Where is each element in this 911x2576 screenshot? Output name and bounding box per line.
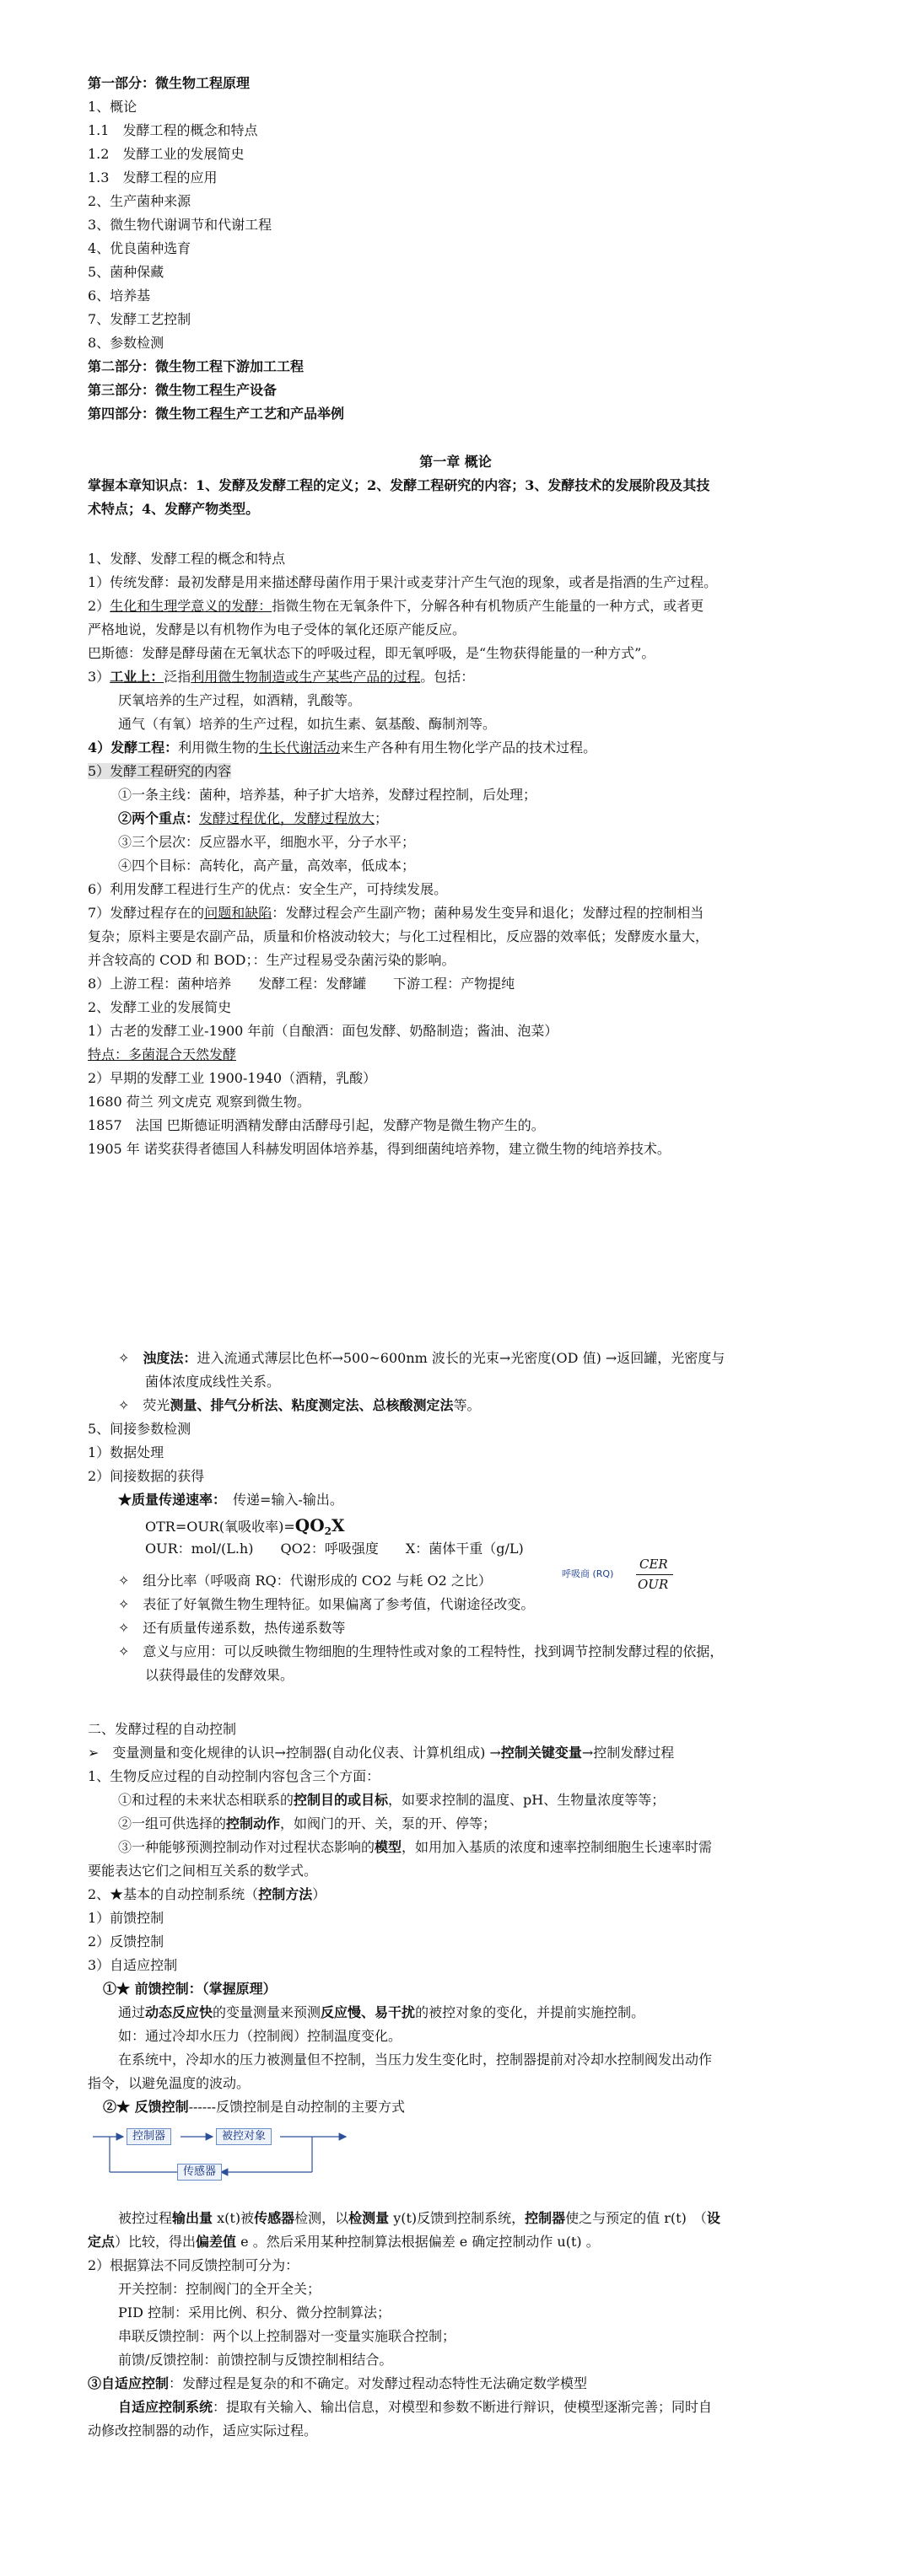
data-processing: 1）数据处理 — [88, 1444, 164, 1460]
sec2-p4: 1680 荷兰 列文虎克 观察到微生物。 — [88, 1094, 310, 1110]
feedforward-p3-cont: 指令，以避免温度的波动。 — [88, 2075, 251, 2091]
control-item-1: ①和过程的未来状态相联系的控制目的或目标，如要求控制的温度、pH、生物量浓度等等； — [118, 1792, 666, 1808]
algorithm-pid: PID 控制：采用比例、积分、微分控制算法； — [118, 2304, 391, 2321]
sec1-p6: 6）利用发酵工程进行生产的优点：安全生产，可持续发展。 — [88, 881, 448, 897]
rq-numerator: CER — [639, 1557, 668, 1572]
keypoints-line1: 掌握本章知识点：1、发酵及发酵工程的定义；2、发酵工程研究的内容；3、发酵技术的发展阶段及其技 — [88, 477, 710, 493]
sec2-feature: 特点：多菌混合天然发酵 — [88, 1046, 237, 1062]
sec1-p4: 4）发酵工程：利用微生物的生长代谢活动来生产各种有用生物化学产品的技术过程。 — [88, 739, 597, 756]
feedforward-p3: 在系统中，冷却水的压力被测量但不控制，当压力发生变化时，控制器提前对冷却水控制阀发出动作 — [118, 2052, 713, 2068]
fluorescence-line: ✧ 荧光测量、排气分析法、粘度测定法、总核酸测定法等。 — [118, 1397, 481, 1413]
toc-part4: 第四部分：微生物工程生产工艺和产品举例 — [88, 406, 345, 422]
diagram-sensor: 传感器 — [177, 2164, 222, 2181]
control-item-3: ③一种能够预测控制动作对过程状态影响的模型，如用加入基质的浓度和速率控制细胞生长速率时需 — [118, 1839, 713, 1855]
sec1-p2: 2）生化和生理学意义的发酵：指微生物在无氧条件下，分解各种有机物质产生能量的一种方式，或者更 — [88, 598, 704, 614]
toc-item: 1、概论 — [88, 99, 137, 115]
toc-item: 3、微生物代谢调节和代谢工程 — [88, 217, 272, 233]
turbidity-line-cont: 菌体浓度成线性关系。 — [145, 1374, 281, 1390]
feedback-diagram — [93, 2123, 371, 2182]
diagram-controlled-object: 被控对象 — [216, 2128, 272, 2145]
mass-transfer: ★质量传递速率： 传递=输入-输出。 — [118, 1492, 343, 1508]
sec1-p5: 5）发酵工程研究的内容 — [88, 763, 232, 779]
sec1-p8: 8）上游工程：菌种培养 发酵工程：发酵罐 下游工程：产物提纯 — [88, 976, 515, 992]
toc-item: 1.3 发酵工程的应用 — [88, 169, 218, 186]
feedback-p1: 被控过程输出量 x(t)被传感器检测，以检测量 y(t)反馈到控制系统，控制器使之与预定的值 r(t) （设 — [118, 2210, 720, 2226]
rq-bullet-4: ✧ 意义与应用：可以反映微生物细胞的生理特性或对象的工程特性，找到调节控制发酵过程的依据， — [118, 1643, 724, 1659]
feedback-heading: ②★ 反馈控制------反馈控制是自动控制的主要方式 — [103, 2099, 406, 2115]
algorithm-onoff: 开关控制：控制阀门的全开全关； — [118, 2281, 321, 2297]
our-definition: OUR：mol/(L.h) QO2：呼吸强度 X：菌体干重（g/L) — [145, 1541, 524, 1557]
indirect-data: 2）间接数据的获得 — [88, 1468, 205, 1484]
control-type-1: 1）前馈控制 — [88, 1910, 164, 1926]
otr-formula: OTR=OUR(氧吸收率)$=QO_2X$ — [145, 1515, 345, 1538]
turbidity-line: ✧ 浊度法：进入流通式薄层比色杯→500~600nm 波长的光束→光密度(OD 值) →返回罐，光密度与 — [118, 1350, 725, 1366]
algorithm-heading: 2）根据算法不同反馈控制可分为： — [88, 2257, 299, 2273]
adaptive-p1-cont: 动修改控制器的动作，适应实际过程。 — [88, 2423, 318, 2439]
adaptive-p1: 自适应控制系统：提取有关输入、输出信息，对模型和参数不断进行辩识，使模型逐渐完善；同时自 — [118, 2399, 713, 2415]
toc-item: 8、参数检测 — [88, 335, 164, 351]
sec1-p3-anaerobic: 厌氧培养的生产过程，如酒精，乳酸等。 — [118, 692, 362, 708]
sec2-p1: 1）古老的发酵工业-1900 年前（自酿酒：面包发酵、奶酪制造；酱油、泡菜） — [88, 1023, 558, 1039]
toc-item: 4、优良菌种选育 — [88, 240, 191, 256]
sec1-p7-cont2: 并含较高的 COD 和 BOD；：生产过程易受杂菌污染的影响。 — [88, 952, 456, 968]
toc-part1: 第一部分：微生物工程原理 — [88, 75, 251, 91]
control-item-2: ②一组可供选择的控制动作，如阀门的开、关，泵的开、停等； — [118, 1815, 497, 1831]
rq-bullet-4-cont: 以获得最佳的发酵效果。 — [145, 1667, 294, 1683]
toc-item: 1.1 发酵工程的概念和特点 — [88, 122, 258, 138]
feedforward-p1: 通过动态反应快的变量测量来预测反应慢、易干扰的被控对象的变化，并提前实施控制。 — [118, 2004, 645, 2020]
control-system: 2、★基本的自动控制系统（控制方法） — [88, 1886, 326, 1902]
toc-part2: 第二部分：微生物工程下游加工工程 — [88, 358, 305, 374]
algorithm-ff-fb: 前馈/反馈控制：前馈控制与反馈控制相结合。 — [118, 2352, 393, 2368]
control-type-3: 3）自适应控制 — [88, 1957, 178, 1973]
sec1-p3: 3）工业上：泛指利用微生物制造或生产某些产品的过程。包括： — [88, 669, 475, 685]
rq-bullet-3: ✧ 还有质量传递系数，热传递系数等 — [118, 1620, 346, 1636]
sec1-c1: ①一条主线：菌种，培养基，种子扩大培养，发酵过程控制，后处理； — [118, 787, 537, 803]
keypoints-line2: 术特点；4、发酵产物类型。 — [88, 501, 260, 517]
sec2-p5: 1857 法国 巴斯德证明酒精发酵由活酵母引起，发酵产物是微生物产生的。 — [88, 1117, 545, 1133]
toc-item: 2、生产菌种来源 — [88, 193, 191, 209]
toc-part3: 第三部分：微生物工程生产设备 — [88, 382, 278, 398]
algorithm-cascade: 串联反馈控制：两个以上控制器对一变量实施联合控制； — [118, 2328, 456, 2344]
rq-line: ✧ 组分比率（呼吸商 RQ：代谢形成的 CO2 与耗 O2 之比） — [118, 1573, 492, 1589]
rq-bullet-2: ✧ 表征了好氧微生物生理特征。如果偏离了参考值，代谢途径改变。 — [118, 1596, 535, 1612]
sec1-heading: 1、发酵、发酵工程的概念和特点 — [88, 551, 286, 567]
toc-item: 1.2 发酵工业的发展简史 — [88, 146, 245, 162]
sec2-heading: 2、发酵工业的发展简史 — [88, 999, 232, 1015]
sec2-p6: 1905 年 诺奖获得者德国人科赫发明固体培养基，得到细菌纯培养物，建立微生物的纯培养技术。 — [88, 1141, 671, 1157]
sec1-c3: ③三个层次：反应器水平，细胞水平，分子水平； — [118, 834, 416, 850]
sec1-pasteur: 巴斯德：发酵是酵母菌在无氧状态下的呼吸过程，即无氧呼吸，是“生物获得能量的一种方式”。 — [88, 645, 655, 661]
chapter-title: 第一章 概论 — [419, 454, 492, 470]
sec2-p3: 2）早期的发酵工业 1900-1940（酒精，乳酸） — [88, 1070, 377, 1086]
sec1-p1: 1）传统发酵：最初发酵是用来描述酵母菌作用于果汁或麦芽汁产生气泡的现象，或者是指酒的生产过程。 — [88, 574, 718, 590]
sec1-p2-cont: 严格地说，发酵是以有机物作为电子受体的氧化还原产能反应。 — [88, 621, 466, 637]
adaptive-heading: ③自适应控制：发酵过程是复杂的和不确定。对发酵过程动态特性无法确定数学模型 — [88, 2375, 588, 2391]
feedforward-heading: ①★ 前馈控制：（掌握原理） — [103, 1981, 277, 1997]
sec1-p7-cont: 复杂；原料主要是农副产品，质量和价格波动较大；与化工过程相比，反应器的效率低；发酵废水量大， — [88, 928, 709, 944]
control-content: 1、生物反应过程的自动控制内容包含三个方面： — [88, 1768, 380, 1784]
control-item-3-cont: 要能表达它们之间相互关系的数学式。 — [88, 1863, 318, 1879]
control-type-2: 2）反馈控制 — [88, 1933, 164, 1949]
rq-label: 呼吸商 (RQ) — [562, 1568, 614, 1579]
feedback-p1-cont: 定点）比较，得出偏差值 e 。然后采用某种控制算法根据偏差 e 确定控制动作 u(t) 。 — [88, 2234, 600, 2250]
toc-item: 6、培养基 — [88, 288, 151, 304]
toc-item: 5、菌种保藏 — [88, 264, 164, 280]
diagram-controller: 控制器 — [127, 2128, 171, 2145]
sec1-c2: ②两个重点：发酵过程优化，发酵过程放大； — [118, 810, 389, 826]
toc-item: 7、发酵工艺控制 — [88, 311, 191, 327]
rq-fraction-bar — [636, 1574, 673, 1575]
sec1-c4: ④四个目标：高转化，高产量，高效率，低成本； — [118, 858, 416, 874]
sec1-p7: 7）发酵过程存在的问题和缺陷：发酵过程会产生副产物；菌种易发生变异和退化；发酵过程的控制相当 — [88, 905, 704, 921]
control-heading: 二、发酵过程的自动控制 — [88, 1721, 237, 1737]
indirect-heading: 5、间接参数检测 — [88, 1421, 191, 1437]
rq-denominator: OUR — [638, 1577, 669, 1592]
control-flow: ➢ 变量测量和变化规律的认识→控制器(自动化仪表、计算机组成) →控制关键变量→控制发酵过程 — [88, 1745, 675, 1761]
sec1-p3-aerobic: 通气（有氧）培养的生产过程，如抗生素、氨基酸、酶制剂等。 — [118, 716, 497, 732]
feedforward-example: 如：通过冷却水压力（控制阀）控制温度变化。 — [118, 2028, 402, 2044]
